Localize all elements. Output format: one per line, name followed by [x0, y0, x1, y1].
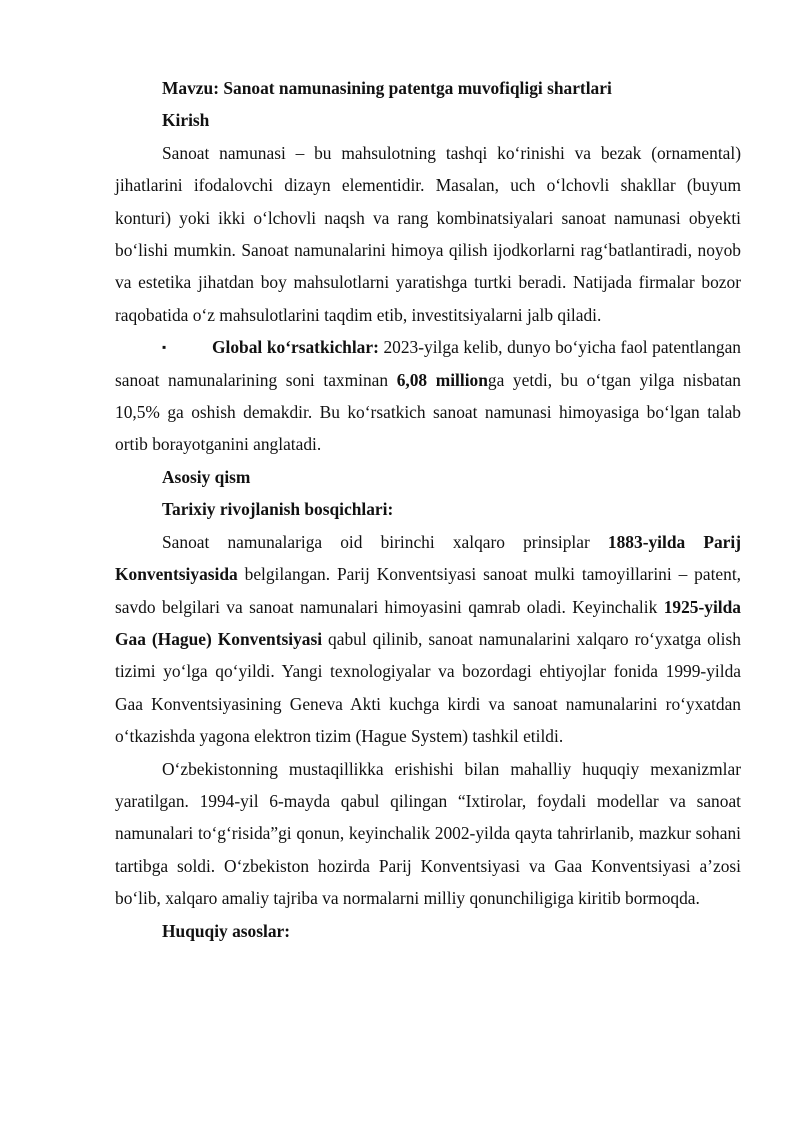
- intro-paragraph: Sanoat namunasi – bu mahsulotning tashqi ko‘rinishi va bezak (ornamental) jihatlarini ifodalovchi dizayn elementidir. Masalan, uch o‘lchovli shakllar (buyum konturi) yoki ikki o‘lchovli naqsh va rang kombinatsiyalari sanoat namunasi obyekti bo‘lishi mumkin. Sanoat namunalarini himoya qilish ijodkorlarni rag‘batlantiradi, noyob va estetika jihatdan boy mahsulotlarni yaratishga turtki beradi. Natijada firmalar bozor raqobatida o‘z mahsulotlarini taqdim etib, investitsiyalarni jalb qiladi.: [115, 142, 741, 325]
- bullet-text-2: ga yetdi, bu o‘tgan yilga nisbatan 10,5% ga oshish demakdir. Bu ko‘rsatkich sanoat namunasi himoyasiga bo‘lgan talab ortib borayotganini anglatadi.: [115, 369, 741, 455]
- document-page: [115, 72, 741, 947]
- document-title: Mavzu: Sanoat namunasining patentga muvofiqligi shartlari: [162, 78, 612, 98]
- bullet-label: Global ko‘rsatkichlar:: [212, 337, 379, 358]
- legal-heading: Huquqiy asoslar:: [162, 920, 291, 941]
- main-heading: Asosiy qism: [162, 466, 251, 487]
- history-text-1: Sanoat namunalariga oid birinchi xalqaro prinsiplar: [162, 531, 608, 552]
- history-heading: Tarixiy rivojlanish bosqichlari:: [162, 499, 394, 520]
- history-bold-2: 1925-yilda Gaa (Hague) Konventsiyasi: [115, 596, 741, 649]
- history-text-2: belgilangan. Parij Konventsiyasi sanoat mulki tamoyillarini – patent, savdo belgilari va sanoat namunalari himoyasini qamrab oladi. Keyinchalik: [115, 564, 741, 617]
- bullet-icon: ▪: [162, 340, 167, 355]
- history-paragraph: [115, 526, 741, 753]
- global-indicators-bullet: [115, 331, 741, 461]
- bullet-text-1: 2023-yilga kelib, dunyo bo‘yicha faol patentlangan sanoat namunalarining soni taxminan: [115, 337, 741, 390]
- bullet-highlight: 6,08 million: [396, 369, 488, 390]
- history-text-3: qabul qilinib, sanoat namunalarini xalqaro ro‘yxatga olish tizimi yo‘lga qo‘yildi. Yangi texnologiyalar va bozordagi ehtiyojlar fonida 1999-yilda Gaa Konventsiyasining Geneva Akti kuchga kirdi va sanoat namunalarini ro‘yxatdan o‘tkazishda yagona elektron tizim (Hague System) tashkil etildi.: [115, 628, 741, 747]
- uzbekistan-paragraph: O‘zbekistonning mustaqillikka erishishi bilan mahalliy huquqiy mexanizmlar yaratilgan. 1994-yil 6-mayda qabul qilingan “Ixtirolar, foydali modellar va sanoat namunalari to‘g‘risida”gi qonun, keyinchalik 2002-yilda qayta tahrirlanib, mazkur sohani tartibga soldi. O‘zbekiston hozirda Parij Konventsiyasi va Gaa Konventsiyasi a’zosi bo‘lib, xalqaro amaliy tajriba va normalarni milliy qonunchiligiga kiritib bormoqda.: [115, 758, 741, 909]
- history-bold-1: 1883-yilda Parij Konventsiyasida: [115, 531, 742, 585]
- intro-heading: Kirish: [162, 110, 210, 131]
